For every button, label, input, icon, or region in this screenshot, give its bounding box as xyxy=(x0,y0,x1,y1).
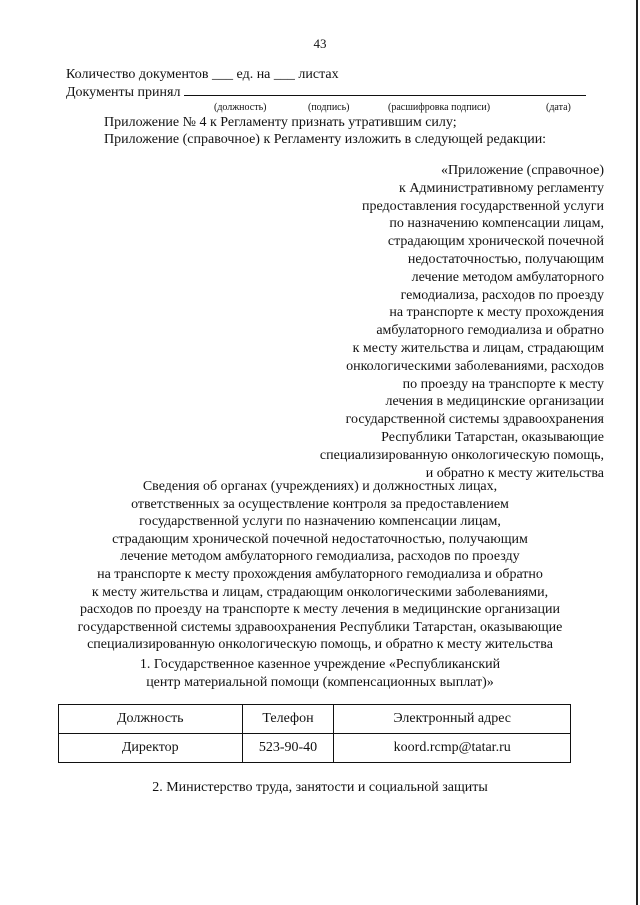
signature-underline xyxy=(184,83,586,96)
header-phone: Телефон xyxy=(242,705,334,734)
amendment-2: Приложение (справочное) к Регламенту изложить в следующей редакции: xyxy=(104,132,547,147)
caption-decoding: (расшифровка подписи) xyxy=(388,102,491,113)
appendix-line: на транспорте к месту прохождения xyxy=(389,305,604,321)
caption-position: (должность) xyxy=(214,102,267,113)
accepted-label: Документы принял xyxy=(66,85,181,100)
heading-line: страдающим хронической почечной недостаточностью, получающим xyxy=(112,531,528,547)
table-header-row xyxy=(59,705,571,734)
heading-line: ответственных за осуществление контроля за предоставлением xyxy=(131,496,509,512)
section-1-title xyxy=(0,656,640,691)
appendix-line: специализированную онкологическую помощь, xyxy=(319,447,604,463)
cell-position: Директор xyxy=(59,734,243,763)
appendix-line: Республики Татарстан, оказывающие xyxy=(381,429,604,445)
caption-date: (дата) xyxy=(546,102,571,113)
contacts-table xyxy=(58,704,571,763)
heading-line: государственной системы здравоохранения Республики Татарстан, оказывающие xyxy=(77,619,563,635)
cell-phone: 523-90-40 xyxy=(242,734,334,763)
appendix-line: амбулаторного гемодиализа и обратно xyxy=(376,323,604,339)
appendix-line: государственной системы здравоохранения xyxy=(345,412,604,428)
appendix-line: недостаточностью, получающим xyxy=(407,251,604,267)
caption-signature: (подпись) xyxy=(308,102,350,113)
heading-line: Сведения об органах (учреждениях) и должностных лицах, xyxy=(142,479,498,494)
appendix-line: лечение методом амбулаторного xyxy=(411,269,604,285)
heading-line: государственной услуги по назначению компенсации лицам, xyxy=(139,514,501,530)
appendix-line: и обратно к месту жительства xyxy=(425,465,604,481)
heading-line: к месту жительства и лицам, страдающим онкологическими заболеваниями, xyxy=(91,584,549,600)
appendix-line: к Административному регламенту xyxy=(399,180,604,196)
appendix-line: лечения в медицинские организации xyxy=(385,394,604,410)
appendix-line: по назначению компенсации лицам, xyxy=(389,216,604,232)
section-1-line: 1. Государственное казенное учреждение «Республиканский xyxy=(139,657,501,672)
appendix-line: «Приложение (справочное) xyxy=(441,163,604,178)
heading-line: лечение методом амбулаторного гемодиализа, расходов по проезду xyxy=(120,549,520,565)
appendix-line: онкологическими заболеваниями, расходов xyxy=(346,358,604,374)
appendix-line: к месту жительства и лицам, страдающим xyxy=(352,340,604,356)
appendix-line: гемодиализа, расходов по проезду xyxy=(400,287,604,303)
document-count-line: Количество документов ___ ед. на ___ листах xyxy=(66,67,339,82)
page-edge-border xyxy=(636,0,638,905)
heading-line: расходов по проезду на транспорте к месту лечения в медицинские организации xyxy=(80,602,560,618)
section-heading xyxy=(0,478,640,654)
appendix-line: страдающим хронической почечной xyxy=(387,234,604,250)
appendix-line: предоставления государственной услуги xyxy=(362,198,604,214)
table-row xyxy=(59,734,571,763)
amendment-1: Приложение № 4 к Регламенту признать утратившим силу; xyxy=(104,115,457,130)
heading-line: специализированную онкологическую помощь, и обратно к месту жительства xyxy=(87,637,553,653)
cell-email: koord.rcmp@tatar.ru xyxy=(334,734,571,763)
header-email: Электронный адрес xyxy=(334,705,571,734)
section-1-line: центр материальной помощи (компенсационных выплат)» xyxy=(146,674,494,690)
page-number: 43 xyxy=(313,36,327,51)
appendix-line: по проезду на транспорте к месту xyxy=(402,376,604,392)
section-2-title: 2. Министерство труда, занятости и социальной защиты xyxy=(152,780,488,795)
header-position: Должность xyxy=(59,705,243,734)
appendix-reference-block xyxy=(274,162,604,482)
heading-line: на транспорте к месту прохождения амбулаторного гемодиализа и обратно xyxy=(97,566,543,582)
